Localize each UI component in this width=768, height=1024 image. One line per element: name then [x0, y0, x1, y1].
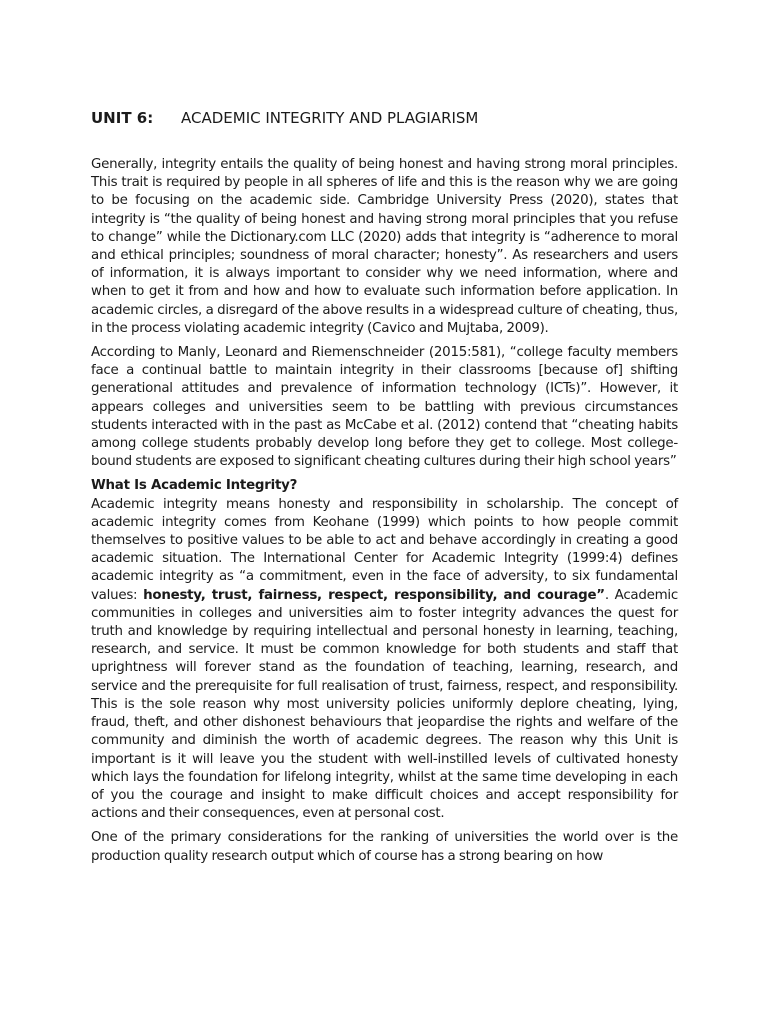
unit-title: ACADEMIC INTEGRITY AND PLAGIARISM: [181, 109, 479, 127]
academic-integrity-text-start: Academic integrity means honesty and responsibility in scholarship. The concept of academic integrity comes from Keohane (1999) which points to how people commit themselves to positive values to be able to act and behave accordingly in creating a good academic situation. The International Center for Academic Integrity (1999:4) defines academic integrity as “a commitment, even in the face of adversity, to six fundamental values:: [91, 496, 678, 603]
manly-paragraph: According to Manly, Leonard and Riemenschneider (2015:581), “college faculty members face a continual battle to maintain integrity in their classrooms [because of] shifting generational attitudes and prevalence of information technology (ICTs)”. However, it appears colleges and universities seem to be battling with previous circumstances students interacted with in the past as McCabe et al. (2012) contend that “cheating habits among college students probably develop long before they get to college. Most college-bound students are exposed to significant cheating cultures during their high school years”: [91, 345, 678, 470]
ranking-paragraph: One of the primary considerations for the ranking of universities the world over is the production quality research output which of course has a strong bearing on how: [91, 830, 678, 864]
fundamental-values-close-quote: ”: [596, 587, 605, 603]
academic-integrity-paragraph: [91, 496, 678, 824]
intro-paragraph: Generally, integrity entails the quality of being honest and having strong moral principles. This trait is required by people in all spheres of life and this is the reason why we are going to be focusing on the academic side. Cambridge University Press (2020), states that integrity is “the quality of being honest and having strong moral principles that you refuse to change” while the Dictionary.com LLC (2020) adds that integrity is “adherence to moral and ethical principles; soundness of moral character; honesty”. As researchers and users of information, it is always important to consider why we need information, where and when to get it from and how and how to evaluate such information before application. In academic circles, a disregard of the above results in a widespread culture of cheating, thus, in the process violating academic integrity (Cavico and Mujtaba, 2009).: [91, 157, 678, 336]
what-is-academic-integrity-heading: What Is Academic Integrity?: [91, 478, 298, 494]
fundamental-values-text: honesty, trust, fairness, respect, responsibility, and courage: [143, 587, 597, 603]
document-page: [91, 108, 678, 872]
academic-integrity-text-end: . Academic communities in colleges and universities aim to foster integrity advances the quest for truth and knowledge by requiring intellectual and personal honesty in learning, teaching, research, and service. It must be common knowledge for both students and staff that uprightness will forever stand as the foundation of teaching, learning, research, and service and the prerequisite for full realisation of trust, fairness, respect, and responsibility. This is the sole reason why most university policies uniformly deplore cheating, lying, fraud, theft, and other dishonest behaviours that jeopardise the rights and welfare of the community and diminish the worth of academic degrees. The reason why this Unit is important is it will leave you the student with well-instilled levels of cultivated honesty which lays the foundation for lifelong integrity, whilst at the same time developing in each of you the courage and insight to make difficult choices and accept responsibility for actions and their consequences, even at personal cost.: [91, 587, 678, 822]
unit-number: UNIT 6:: [91, 109, 154, 127]
unit-heading: [91, 108, 678, 128]
